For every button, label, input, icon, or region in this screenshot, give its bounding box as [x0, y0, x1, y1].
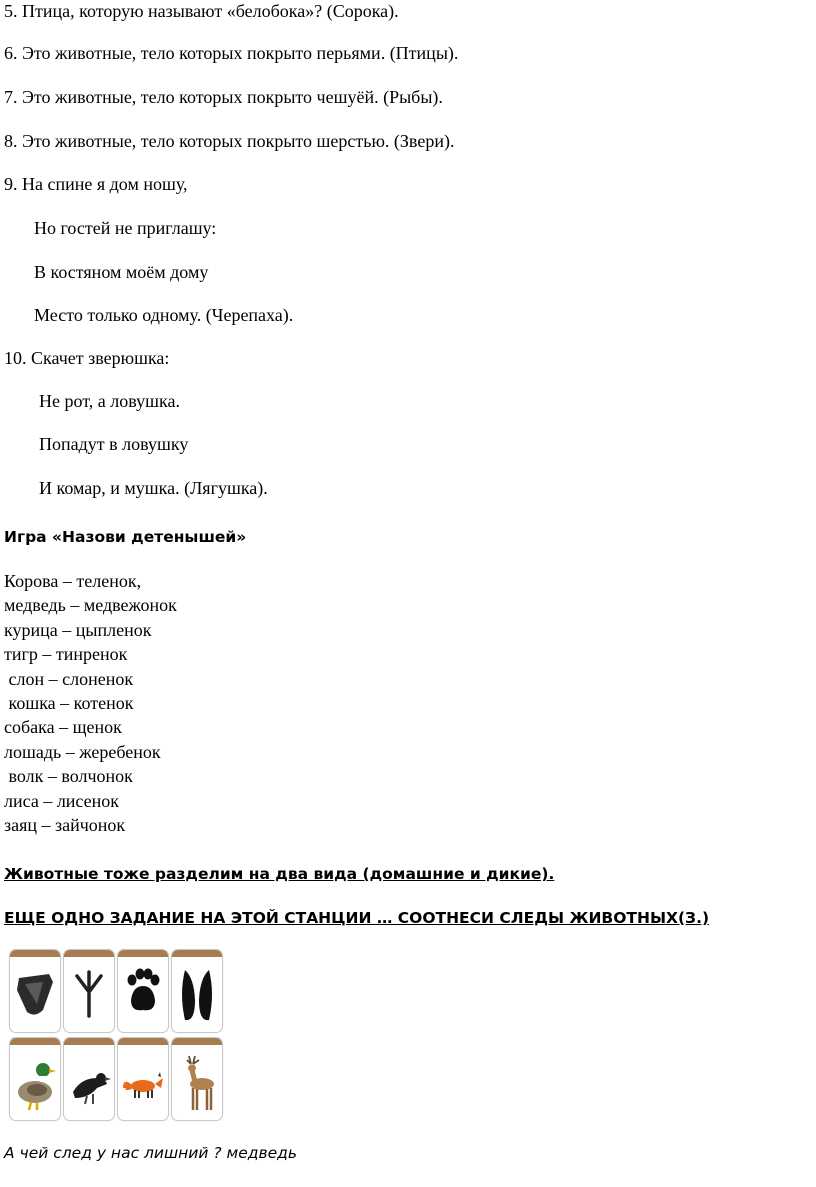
list-item: курица – цыпленок — [4, 619, 152, 640]
bear-paw-footprint-icon — [121, 960, 165, 1028]
riddle-5: 5. Птица, которую называют «белобока»? (Сорока). — [4, 1, 399, 21]
footprint-card-bird[interactable] — [63, 949, 115, 1033]
riddle-9-line-1: 9. На спине я дом ношу, — [4, 174, 188, 194]
riddle-8: 8. Это животные, тело которых покрыто шерстью. (Звери). — [4, 131, 455, 151]
crow-icon — [67, 1048, 111, 1116]
question-line: А чей след у нас лишний ? медведь — [4, 1144, 298, 1162]
list-item: медведь – медвежонок — [4, 595, 177, 616]
animal-card-duck[interactable] — [9, 1037, 61, 1121]
duck-icon — [13, 1048, 57, 1116]
animal-card-fox[interactable] — [117, 1037, 169, 1121]
footprint-card-deer[interactable] — [171, 949, 223, 1033]
list-item: слон – слоненок — [4, 668, 134, 689]
riddle-6: 6. Это животные, тело которых покрыто перьями. (Птицы). — [4, 43, 459, 63]
riddle-10-line-1: 10. Скачет зверюшка: — [4, 348, 170, 368]
deer-hoof-footprint-icon — [175, 960, 219, 1028]
footprint-card-bear[interactable] — [117, 949, 169, 1033]
riddle-10-line-3: Попадут в ловушку — [39, 434, 189, 454]
list-item: кошка – котенок — [4, 693, 134, 714]
list-item: Корова – теленок, — [4, 571, 142, 591]
list-item: лиса – лисенок — [4, 790, 120, 811]
fox-icon — [121, 1048, 165, 1116]
riddle-7: 7. Это животные, тело которых покрыто чешуёй. (Рыбы). — [4, 87, 443, 107]
list-item: тигр – тинренок — [4, 644, 128, 665]
riddle-9-line-2: Но гостей не приглашу: — [34, 218, 217, 238]
footprint-card-duck[interactable] — [9, 949, 61, 1033]
baby-animals-list — [4, 569, 177, 837]
animal-card-deer[interactable] — [171, 1037, 223, 1121]
duck-footprint-icon — [13, 960, 57, 1028]
task-heading: ЕЩЕ ОДНО ЗАДАНИЕ НА ЭТОЙ СТАНЦИИ … СООТНЕСИ СЛЕДЫ ЖИВОТНЫХ(З.) — [4, 909, 710, 927]
riddle-9-line-4: Место только одному. (Черепаха). — [34, 305, 294, 325]
list-item: собака – щенок — [4, 717, 122, 738]
deer-icon — [175, 1048, 219, 1116]
game-title: Игра «Назови детенышей» — [4, 528, 247, 546]
bird-footprint-icon — [67, 960, 111, 1028]
riddle-10-line-4: И комар, и мушка. (Лягушка). — [39, 478, 268, 498]
list-item: лошадь – жеребенок — [4, 741, 161, 762]
list-item: заяц – зайчонок — [4, 815, 126, 836]
riddle-10-line-2: Не рот, а ловушка. — [39, 391, 180, 411]
division-note: Животные тоже разделим на два вида (домашние и дикие). — [4, 865, 555, 883]
footprint-matching-cards — [9, 949, 227, 1125]
list-item: волк – волчонок — [4, 766, 133, 787]
riddle-9-line-3: В костяном моём дому — [34, 262, 209, 282]
animal-card-crow[interactable] — [63, 1037, 115, 1121]
